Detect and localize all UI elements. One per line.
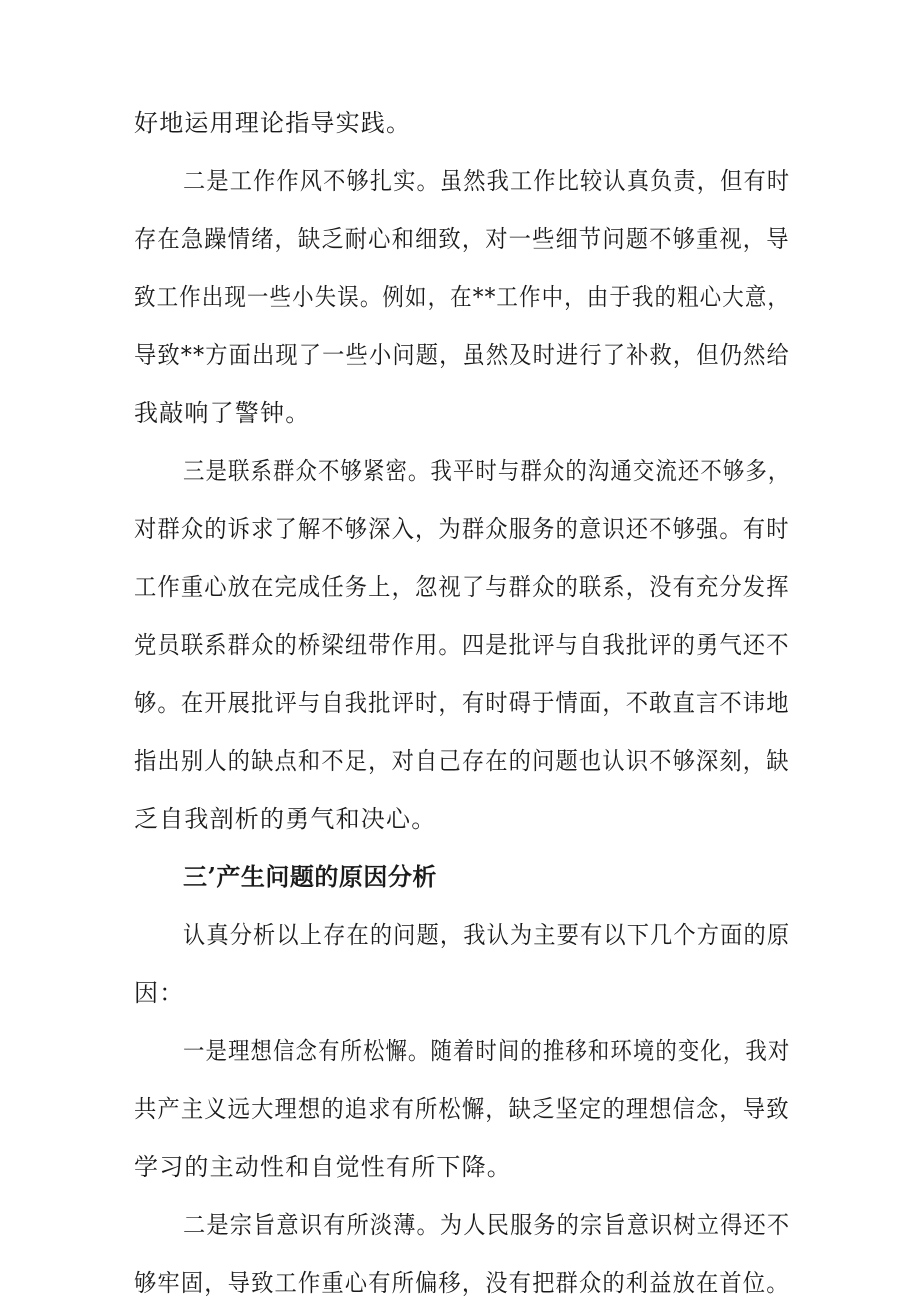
text-line: 存在急躁情绪，缺乏耐心和细致，对一些细节问题不够重视，导 — [134, 225, 790, 253]
text-line: 对群众的诉求了解不够深入，为群众服务的意识还不够强。有时 — [134, 515, 790, 543]
text-line: 二是工作作风不够扎实。虽然我工作比较认真负责，但有时 — [183, 167, 791, 195]
text-line: 好地运用理论指导实践。 — [134, 109, 412, 137]
text-line: 共产主义远大理想的追求有所松懈，缺乏坚定的理想信念，导致 — [134, 1095, 790, 1123]
section-heading-text: 三’产生问题的原因分析 — [183, 862, 437, 891]
text-line: 导致**方面出现了一些小问题，虽然及时进行了补救，但仍然给 — [134, 341, 790, 369]
text-line: 二是宗旨意识有所淡薄。为人民服务的宗旨意识树立得还不 — [183, 1211, 791, 1239]
text-line: 够。在开展批评与自我批评时，有时碍于情面，不敢直言不讳地 — [134, 689, 790, 717]
text-line: 认真分析以上存在的问题，我认为主要有以下几个方面的原 — [183, 921, 791, 949]
text-line: 我敲响了警钟。 — [134, 399, 311, 427]
text-line: 够牢固，导致工作重心有所偏移，没有把群众的利益放在首位。 — [134, 1269, 790, 1297]
text-line: 乏自我剖析的勇气和决心。 — [134, 805, 437, 833]
text-line: 一是理想信念有所松懈。随着时间的推移和环境的变化，我对 — [183, 1037, 791, 1065]
text-line: 因： — [134, 979, 185, 1007]
text-line: 致工作出现一些小失误。例如，在**工作中，由于我的粗心大意， — [134, 283, 791, 311]
text-line: 工作重心放在完成任务上，忽视了与群众的联系，没有充分发挥 — [134, 573, 790, 601]
text-line: 三是联系群众不够紧密。我平时与群众的沟通交流还不够多， — [183, 457, 791, 485]
text-line: 指出别人的缺点和不足，对自己存在的问题也认识不够深刻，缺 — [134, 747, 790, 775]
text-line: 党员联系群众的桥梁纽带作用。四是批评与自我批评的勇气还不 — [134, 631, 790, 659]
text-line: 学习的主动性和自觉性有所下降。 — [134, 1153, 512, 1181]
